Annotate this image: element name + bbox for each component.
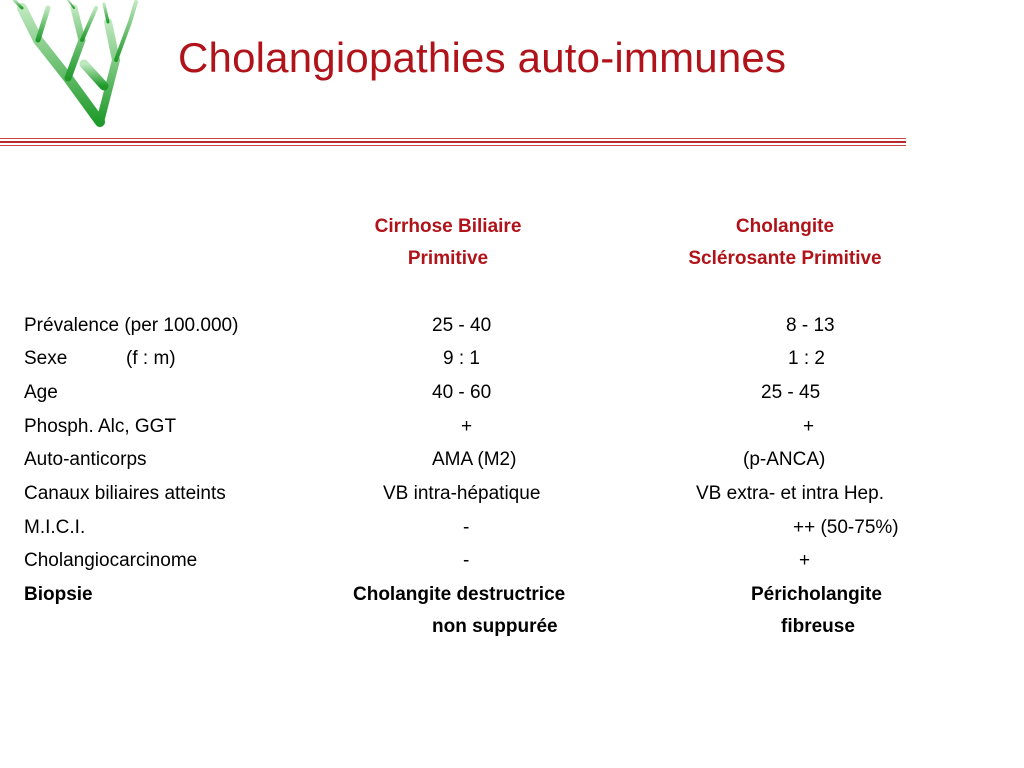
title-divider [0, 138, 906, 139]
row-label: Biopsie [24, 584, 93, 605]
cbp-value: - [463, 517, 470, 538]
csp-value: VB extra- et intra Hep. [696, 483, 884, 504]
table-row [0, 443, 1024, 476]
column-header-line: Sclérosante Primitive [688, 248, 882, 269]
csp-value: + [799, 550, 811, 571]
csp-value: (p-ANCA) [743, 449, 826, 470]
cbp-value: + [461, 416, 473, 437]
column-header-line: Cirrhose Biliaire [374, 216, 522, 237]
table-row [0, 309, 1024, 342]
csp-value: ++ (50-75%) [793, 517, 899, 538]
row-label-unit: (f : m) [126, 348, 176, 369]
row-label: Phosph. Alc, GGT [24, 416, 177, 437]
table-row [0, 477, 1024, 510]
slide-title: Cholangiopathies auto-immunes [178, 34, 787, 81]
column-header-line: Primitive [407, 248, 489, 269]
csp-value: fibreuse [781, 616, 855, 637]
table-row [0, 410, 1024, 443]
row-label: Cholangiocarcinome [24, 550, 198, 571]
row-label: Prévalence (per 100.000) [24, 315, 239, 336]
column-header-cbp [348, 211, 548, 275]
csp-value: + [803, 416, 815, 437]
row-label: Canaux biliaires atteints [24, 483, 226, 504]
cbp-value: AMA (M2) [432, 449, 517, 470]
cbp-value: - [463, 550, 470, 571]
row-label: Sexe [24, 348, 68, 369]
row-label: Age [24, 382, 58, 403]
csp-value: 25 - 45 [761, 382, 821, 403]
row-label: Auto-anticorps [24, 449, 147, 470]
table-row-continuation [0, 610, 1024, 643]
column-header-csp [660, 211, 910, 275]
cbp-value: 40 - 60 [432, 382, 492, 403]
cbp-value: Cholangite destructrice [353, 584, 566, 605]
cbp-value: 9 : 1 [443, 348, 480, 369]
table-row [0, 376, 1024, 409]
csp-value: 1 : 2 [788, 348, 825, 369]
table-row [0, 578, 1024, 611]
branching-tree-logo-icon [8, 0, 148, 128]
table-row [0, 544, 1024, 577]
table-row [0, 342, 1024, 375]
cbp-value: VB intra-hépatique [383, 483, 541, 504]
row-label: M.I.C.I. [24, 517, 86, 538]
table-row [0, 511, 1024, 544]
title-divider [0, 141, 906, 143]
cbp-value: non suppurée [432, 616, 558, 637]
cbp-value: 25 - 40 [432, 315, 492, 336]
column-header-line: Cholangite [735, 216, 835, 237]
title-divider [0, 145, 906, 146]
csp-value: Péricholangite [751, 584, 882, 605]
csp-value: 8 - 13 [786, 315, 835, 336]
